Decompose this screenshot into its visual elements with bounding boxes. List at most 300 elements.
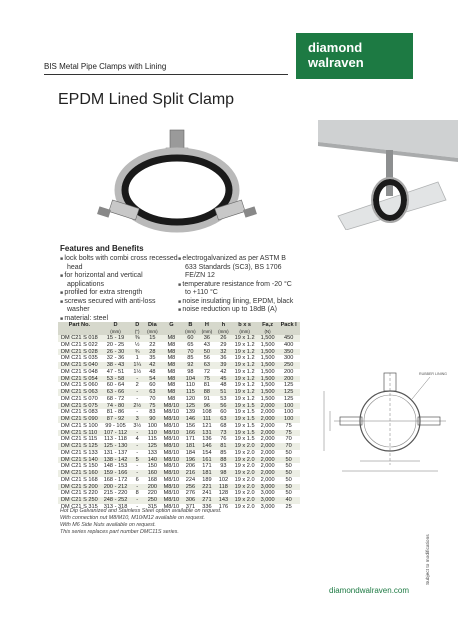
table-cell: 60: [220, 409, 227, 416]
table-cell: M8: [161, 389, 183, 396]
unit-cell: (N): [258, 329, 278, 335]
table-cell: -: [136, 409, 139, 416]
table-cell: 176: [218, 503, 229, 510]
part-number-cell: DM C21 S 035: [61, 355, 98, 362]
table-cell: 42: [144, 362, 161, 369]
header-divider: [44, 74, 288, 75]
unit-cell: ("): [130, 329, 144, 335]
spec-table: [58, 322, 300, 511]
table-cell: 3,000: [258, 497, 278, 504]
table-cell: 19 x 2.0: [234, 503, 255, 510]
table-cell: 50: [278, 484, 300, 491]
table-cell: M8/10: [161, 403, 183, 410]
table-row: [58, 490, 300, 497]
table-cell: 108: [202, 409, 212, 416]
table-cell: 2½: [130, 403, 144, 410]
table-cell: 19 x 1.2: [234, 341, 255, 348]
table-row: [58, 376, 300, 383]
table-cell: ½: [134, 341, 140, 348]
table-row: [58, 436, 300, 443]
table-cell: 60 - 64: [106, 382, 125, 389]
table-cell: 19 x 1.5: [234, 436, 255, 443]
feature-item: ■ noise insulating lining, EPDM, black: [178, 298, 298, 307]
part-number-cell: DM C21 S 048: [61, 368, 98, 375]
table-cell: 19 x 2.0: [234, 449, 255, 456]
table-row: [58, 443, 300, 450]
footnote: Hot Dip Galvanized and Stainless Steel option available on request.: [60, 508, 222, 514]
table-cell: M8/10: [163, 476, 180, 483]
table-cell: 6: [135, 476, 139, 483]
table-cell: 70: [278, 443, 300, 450]
part-number-cell: DM C21 S 168: [61, 476, 98, 483]
table-cell: 19 x 1.2: [232, 389, 258, 396]
table-cell: M8: [161, 376, 183, 383]
table-cell: M8/10: [163, 436, 180, 443]
table-cell: 72: [203, 368, 211, 375]
table-cell: 2,000: [258, 403, 278, 410]
table-cell: 32: [215, 349, 232, 356]
table-cell: 83: [149, 409, 156, 416]
table-row: [58, 423, 300, 430]
table-header-row: [58, 322, 300, 329]
table-row: [58, 484, 300, 491]
part-number-cell: DM C21 S 315: [61, 503, 98, 510]
table-cell: 19 x 2.0: [232, 484, 258, 491]
table-cell: M8/10: [161, 416, 183, 423]
table-cell: 200: [144, 484, 161, 491]
feature-item: ■ lock bolts with combi cross recessed head: [60, 255, 178, 272]
table-cell: 2,000: [260, 436, 275, 443]
table-cell: 19 x 1.2: [232, 349, 258, 356]
unit-cell: (mm): [182, 329, 199, 335]
table-row: [58, 396, 300, 403]
table-row: [58, 409, 300, 416]
column-header: Part No.: [58, 322, 101, 329]
table-cell: 159 - 166: [101, 470, 131, 477]
table-cell: 88: [215, 457, 232, 464]
table-cell: 65: [187, 341, 194, 348]
column-header: H: [199, 322, 216, 329]
table-cell: 161: [199, 457, 216, 464]
table-row: [58, 389, 300, 396]
table-cell: 2,000: [258, 470, 278, 477]
footnote: With connection nut M8/M10, M10/M12 available on request.: [60, 515, 205, 521]
column-header: Fa,z: [258, 322, 278, 329]
table-cell: 15 - 19: [101, 335, 131, 342]
footnote: This series replaces part number DMC11S series.: [60, 529, 179, 535]
table-cell: 125: [182, 403, 199, 410]
table-row: [58, 349, 300, 356]
table-cell: 56: [215, 403, 232, 410]
table-cell: M8/10: [163, 422, 180, 429]
table-cell: 189: [202, 476, 212, 483]
table-cell: 450: [278, 335, 300, 342]
table-cell: 1: [135, 355, 139, 362]
column-header: D: [101, 322, 131, 329]
table-row: [58, 403, 300, 410]
table-cell: 22: [149, 341, 156, 348]
table-cell: 70: [285, 436, 292, 443]
table-cell: 2,000: [260, 463, 275, 470]
table-cell: 98: [215, 470, 232, 477]
table-cell: 25: [285, 503, 292, 510]
table-cell: 250: [278, 362, 300, 369]
table-cell: M8: [167, 341, 176, 348]
table-cell: 104: [182, 376, 199, 383]
table-cell: M8: [161, 349, 183, 356]
table-cell: 19 x 1.2: [234, 355, 255, 362]
table-cell: 206: [185, 463, 196, 470]
table-cell: 250: [144, 497, 161, 504]
table-cell: 63: [199, 362, 216, 369]
table-cell: ⅜: [130, 335, 144, 342]
table-cell: 224: [185, 476, 196, 483]
table-row: [58, 477, 300, 484]
table-cell: 131: [199, 430, 216, 437]
table-cell: M8/10: [163, 449, 180, 456]
table-cell: 19 x 2.0: [232, 497, 258, 504]
table-cell: -: [130, 376, 144, 383]
table-cell: 48: [149, 368, 156, 375]
table-cell: M8/10: [161, 443, 183, 450]
table-cell: 171: [185, 436, 196, 443]
feature-item: ■ for horizontal and vertical applications: [60, 272, 178, 289]
table-cell: 156: [185, 422, 196, 429]
table-cell: -: [136, 395, 139, 402]
table-cell: 276: [185, 490, 196, 497]
table-cell: 70: [182, 349, 199, 356]
table-cell: -: [136, 503, 139, 510]
table-cell: 139: [185, 409, 196, 416]
table-cell: 100: [278, 403, 300, 410]
table-cell: 125: [278, 389, 300, 396]
features-heading: Features and Benefits: [60, 244, 144, 253]
table-cell: 256: [182, 484, 199, 491]
table-cell: 28: [144, 349, 161, 356]
feature-item: ■ temperature resistance from -20 °C to +110 °C: [178, 281, 298, 298]
part-number-cell: DM C21 S 100: [61, 422, 98, 429]
table-cell: M8/10: [163, 463, 180, 470]
table-cell: 19 x 2.0: [234, 476, 255, 483]
table-cell: ¾: [130, 349, 144, 356]
table-cell: 171: [202, 463, 212, 470]
table-cell: 81: [203, 382, 211, 389]
table-cell: 200 - 212: [101, 484, 131, 491]
table-cell: 60: [182, 335, 199, 342]
table-cell: 146: [199, 443, 216, 450]
table-cell: 113 - 118: [104, 436, 127, 443]
table-cell: 110: [185, 382, 195, 389]
table-cell: 115: [147, 436, 157, 443]
table-cell: 81: [215, 443, 232, 450]
table-cell: 90: [144, 416, 161, 423]
breadcrumb: BIS Metal Pipe Clamps with Lining: [44, 62, 167, 71]
part-number-cell: DM C21 S 075: [58, 403, 101, 410]
table-cell: 110: [144, 430, 161, 437]
table-cell: 32 - 36: [106, 355, 125, 362]
table-cell: -: [136, 463, 139, 470]
part-number-cell: DM C21 S 150: [61, 463, 98, 470]
table-cell: 371: [185, 503, 196, 510]
table-cell: 216: [182, 470, 199, 477]
column-header: h: [215, 322, 232, 329]
footnotes: [60, 508, 222, 536]
table-cell: 19 x 2.0: [232, 443, 258, 450]
table-cell: 306: [182, 497, 199, 504]
table-cell: 20 - 25: [106, 341, 125, 348]
table-cell: M8/10: [161, 457, 183, 464]
part-number-cell: DM C21 S 040: [58, 362, 101, 369]
unit-cell: (mm): [232, 329, 258, 335]
table-cell: 168 - 172: [103, 476, 128, 483]
website-link[interactable]: diamondwalraven.com: [329, 586, 410, 595]
table-cell: 120: [185, 395, 196, 402]
table-cell: 98: [187, 368, 194, 375]
table-cell: 19 x 1.2: [232, 362, 258, 369]
table-cell: 88: [199, 389, 216, 396]
table-cell: 63: [144, 389, 161, 396]
table-cell: 200: [283, 368, 294, 375]
table-cell: 70: [149, 395, 156, 402]
table-cell: 19 x 1.5: [232, 403, 258, 410]
table-cell: 100: [278, 416, 300, 423]
table-cell: 111: [199, 416, 216, 423]
part-number-cell: DM C21 S 133: [61, 449, 98, 456]
part-number-cell: DM C21 S 090: [58, 416, 101, 423]
table-cell: 2,000: [258, 443, 278, 450]
part-number-cell: DM C21 S 083: [61, 409, 98, 416]
table-cell: 36: [220, 355, 227, 362]
table-cell: 150: [147, 463, 158, 470]
table-cell: 43: [203, 341, 211, 348]
unit-cell: (mm): [199, 329, 216, 335]
table-cell: 63: [215, 416, 232, 423]
column-header: Pack I: [278, 322, 300, 329]
table-cell: 1,500: [258, 376, 278, 383]
table-cell: 313 - 318: [103, 503, 128, 510]
column-header: Dia: [144, 322, 161, 329]
installation-image: [318, 120, 458, 230]
table-cell: 125: [144, 443, 161, 450]
table-cell: 53: [220, 395, 227, 402]
table-cell: -: [130, 484, 144, 491]
column-header: b x s: [232, 322, 258, 329]
side-note: Subject to modifications: [426, 534, 431, 585]
table-cell: 19 x 1.5: [234, 409, 255, 416]
table-cell: 15: [144, 335, 161, 342]
table-row: [58, 369, 300, 376]
table-cell: M8: [167, 395, 176, 402]
table-cell: 2,000: [258, 457, 278, 464]
table-cell: 81 - 86: [106, 409, 125, 416]
table-cell: 60: [149, 382, 156, 389]
table-row: [58, 497, 300, 504]
table-cell: 50: [285, 463, 292, 470]
part-number-cell: DM C21 S 160: [58, 470, 101, 477]
table-cell: 125 - 130: [101, 443, 131, 450]
table-cell: 42: [220, 368, 227, 375]
table-cell: 73: [215, 430, 232, 437]
table-cell: 50: [285, 476, 292, 483]
table-cell: 350: [278, 349, 300, 356]
table-cell: 1,500: [260, 368, 275, 375]
feature-item: ■ profiled for extra strength: [60, 289, 178, 298]
table-cell: 51: [215, 389, 232, 396]
table-cell: 1,500: [260, 355, 275, 362]
table-cell: 87 - 92: [101, 416, 131, 423]
table-cell: 85: [187, 355, 194, 362]
table-cell: 184: [185, 449, 196, 456]
technical-drawing: [320, 355, 460, 480]
table-row: [58, 463, 300, 470]
table-cell: 146: [182, 416, 199, 423]
table-cell: 200: [278, 376, 300, 383]
table-cell: 2,000: [260, 476, 275, 483]
table-cell: -: [136, 449, 139, 456]
table-cell: 1,500: [260, 341, 275, 348]
table-cell: 75: [285, 422, 292, 429]
table-row: [58, 382, 300, 389]
table-body: [58, 335, 300, 511]
part-number-cell: DM C21 S 070: [61, 395, 98, 402]
table-cell: 50: [285, 490, 292, 497]
brand-line-1: diamond: [308, 40, 363, 55]
table-cell: 143: [215, 497, 232, 504]
table-cell: 300: [283, 355, 294, 362]
part-number-cell: DM C21 S 060: [61, 382, 98, 389]
table-cell: 75: [144, 403, 161, 410]
table-row: [58, 342, 300, 349]
table-cell: 400: [283, 341, 294, 348]
table-cell: M8/10: [163, 490, 180, 497]
table-cell: 50: [199, 349, 216, 356]
part-number-cell: DM C21 S 018: [58, 335, 101, 342]
table-cell: 74 - 80: [101, 403, 131, 410]
table-cell: 220: [147, 490, 158, 497]
table-cell: 181: [199, 470, 216, 477]
table-cell: 19 x 1.5: [234, 422, 255, 429]
table-cell: M8: [167, 382, 176, 389]
table-cell: 50: [285, 449, 292, 456]
table-cell: 4: [135, 436, 139, 443]
table-cell: 1,500: [258, 389, 278, 396]
table-cell: 91: [203, 395, 211, 402]
part-number-cell: DM C21 S 054: [58, 376, 101, 383]
table-cell: 3,000: [260, 490, 275, 497]
table-cell: 241: [202, 490, 212, 497]
table-cell: 1,500: [258, 335, 278, 342]
table-cell: 39: [215, 362, 232, 369]
table-cell: 19 x 1.2: [234, 395, 255, 402]
table-cell: 63 - 66: [101, 389, 131, 396]
table-cell: 2,000: [258, 430, 278, 437]
brand-logo: [296, 33, 413, 79]
table-cell: 128: [218, 490, 229, 497]
table-cell: 96: [199, 403, 216, 410]
table-cell: 40: [278, 497, 300, 504]
table-cell: 148 - 153: [103, 463, 128, 470]
table-cell: 1,500: [260, 382, 275, 389]
table-cell: M8/10: [161, 470, 183, 477]
table-cell: 3½: [133, 422, 142, 429]
table-cell: -: [130, 497, 144, 504]
table-cell: M8/10: [161, 497, 183, 504]
table-cell: 168: [147, 476, 158, 483]
table-cell: 166: [182, 430, 199, 437]
features-right: [178, 255, 298, 315]
part-number-cell: DM C21 S 200: [58, 484, 101, 491]
table-cell: 215 - 220: [103, 490, 128, 497]
table-cell: 2,000: [258, 416, 278, 423]
table-cell: 19 x 1.5: [232, 416, 258, 423]
table-cell: 85: [220, 449, 227, 456]
table-cell: 68 - 72: [106, 395, 125, 402]
table-cell: 2,000: [260, 409, 275, 416]
table-cell: 68: [220, 422, 227, 429]
table-cell: 38 - 43: [101, 362, 131, 369]
table-cell: 125: [283, 395, 294, 402]
features-left: [60, 255, 178, 323]
table-cell: M8: [167, 355, 176, 362]
table-cell: M8/10: [163, 409, 180, 416]
table-cell: 19 x 1.5: [232, 430, 258, 437]
table-cell: M8/10: [163, 503, 180, 510]
table-cell: 56: [203, 355, 211, 362]
table-cell: 100: [283, 409, 294, 416]
table-row: [58, 355, 300, 362]
part-number-cell: DM C21 S 220: [61, 490, 98, 497]
page-title: EPDM Lined Split Clamp: [58, 91, 235, 108]
table-cell: 76: [220, 436, 227, 443]
unit-cell: (mm): [215, 329, 232, 335]
table-row: [58, 470, 300, 477]
table-cell: 19 x 1.2: [234, 382, 255, 389]
table-cell: 75: [199, 376, 216, 383]
footnote: With M6 Side Nuts available on request.: [60, 522, 156, 528]
column-header: D: [130, 322, 144, 329]
table-cell: -: [130, 443, 144, 450]
table-cell: 1,500: [258, 362, 278, 369]
table-cell: 54: [144, 376, 161, 383]
table-cell: 45: [215, 376, 232, 383]
table-row: [58, 430, 300, 437]
table-cell: 118: [215, 484, 232, 491]
table-cell: 1,500: [260, 395, 275, 402]
part-number-cell: DM C21 S 250: [58, 497, 101, 504]
table-cell: 1,500: [258, 349, 278, 356]
part-number-cell: DM C21 S 115: [61, 436, 98, 443]
table-cell: 136: [202, 436, 212, 443]
unit-cell: (mm): [144, 329, 161, 335]
part-number-cell: DM C21 S 140: [58, 457, 101, 464]
table-cell: 336: [202, 503, 212, 510]
table-cell: 121: [202, 422, 212, 429]
table-cell: M8: [161, 362, 183, 369]
table-cell: 315: [147, 503, 158, 510]
feature-item: ■ noise reduction up to 18dB (A): [178, 306, 298, 315]
table-cell: -: [130, 430, 144, 437]
table-cell: 115: [182, 389, 199, 396]
clamp-product-image: [92, 128, 262, 238]
table-cell: 3: [130, 416, 144, 423]
table-cell: 133: [147, 449, 158, 456]
table-cell: 3,000: [258, 484, 278, 491]
table-cell: 50: [278, 470, 300, 477]
table-cell: 19 x 2.0: [234, 490, 255, 497]
table-cell: 1¼: [130, 362, 144, 369]
table-row: [58, 416, 300, 423]
table-row: [58, 362, 300, 369]
